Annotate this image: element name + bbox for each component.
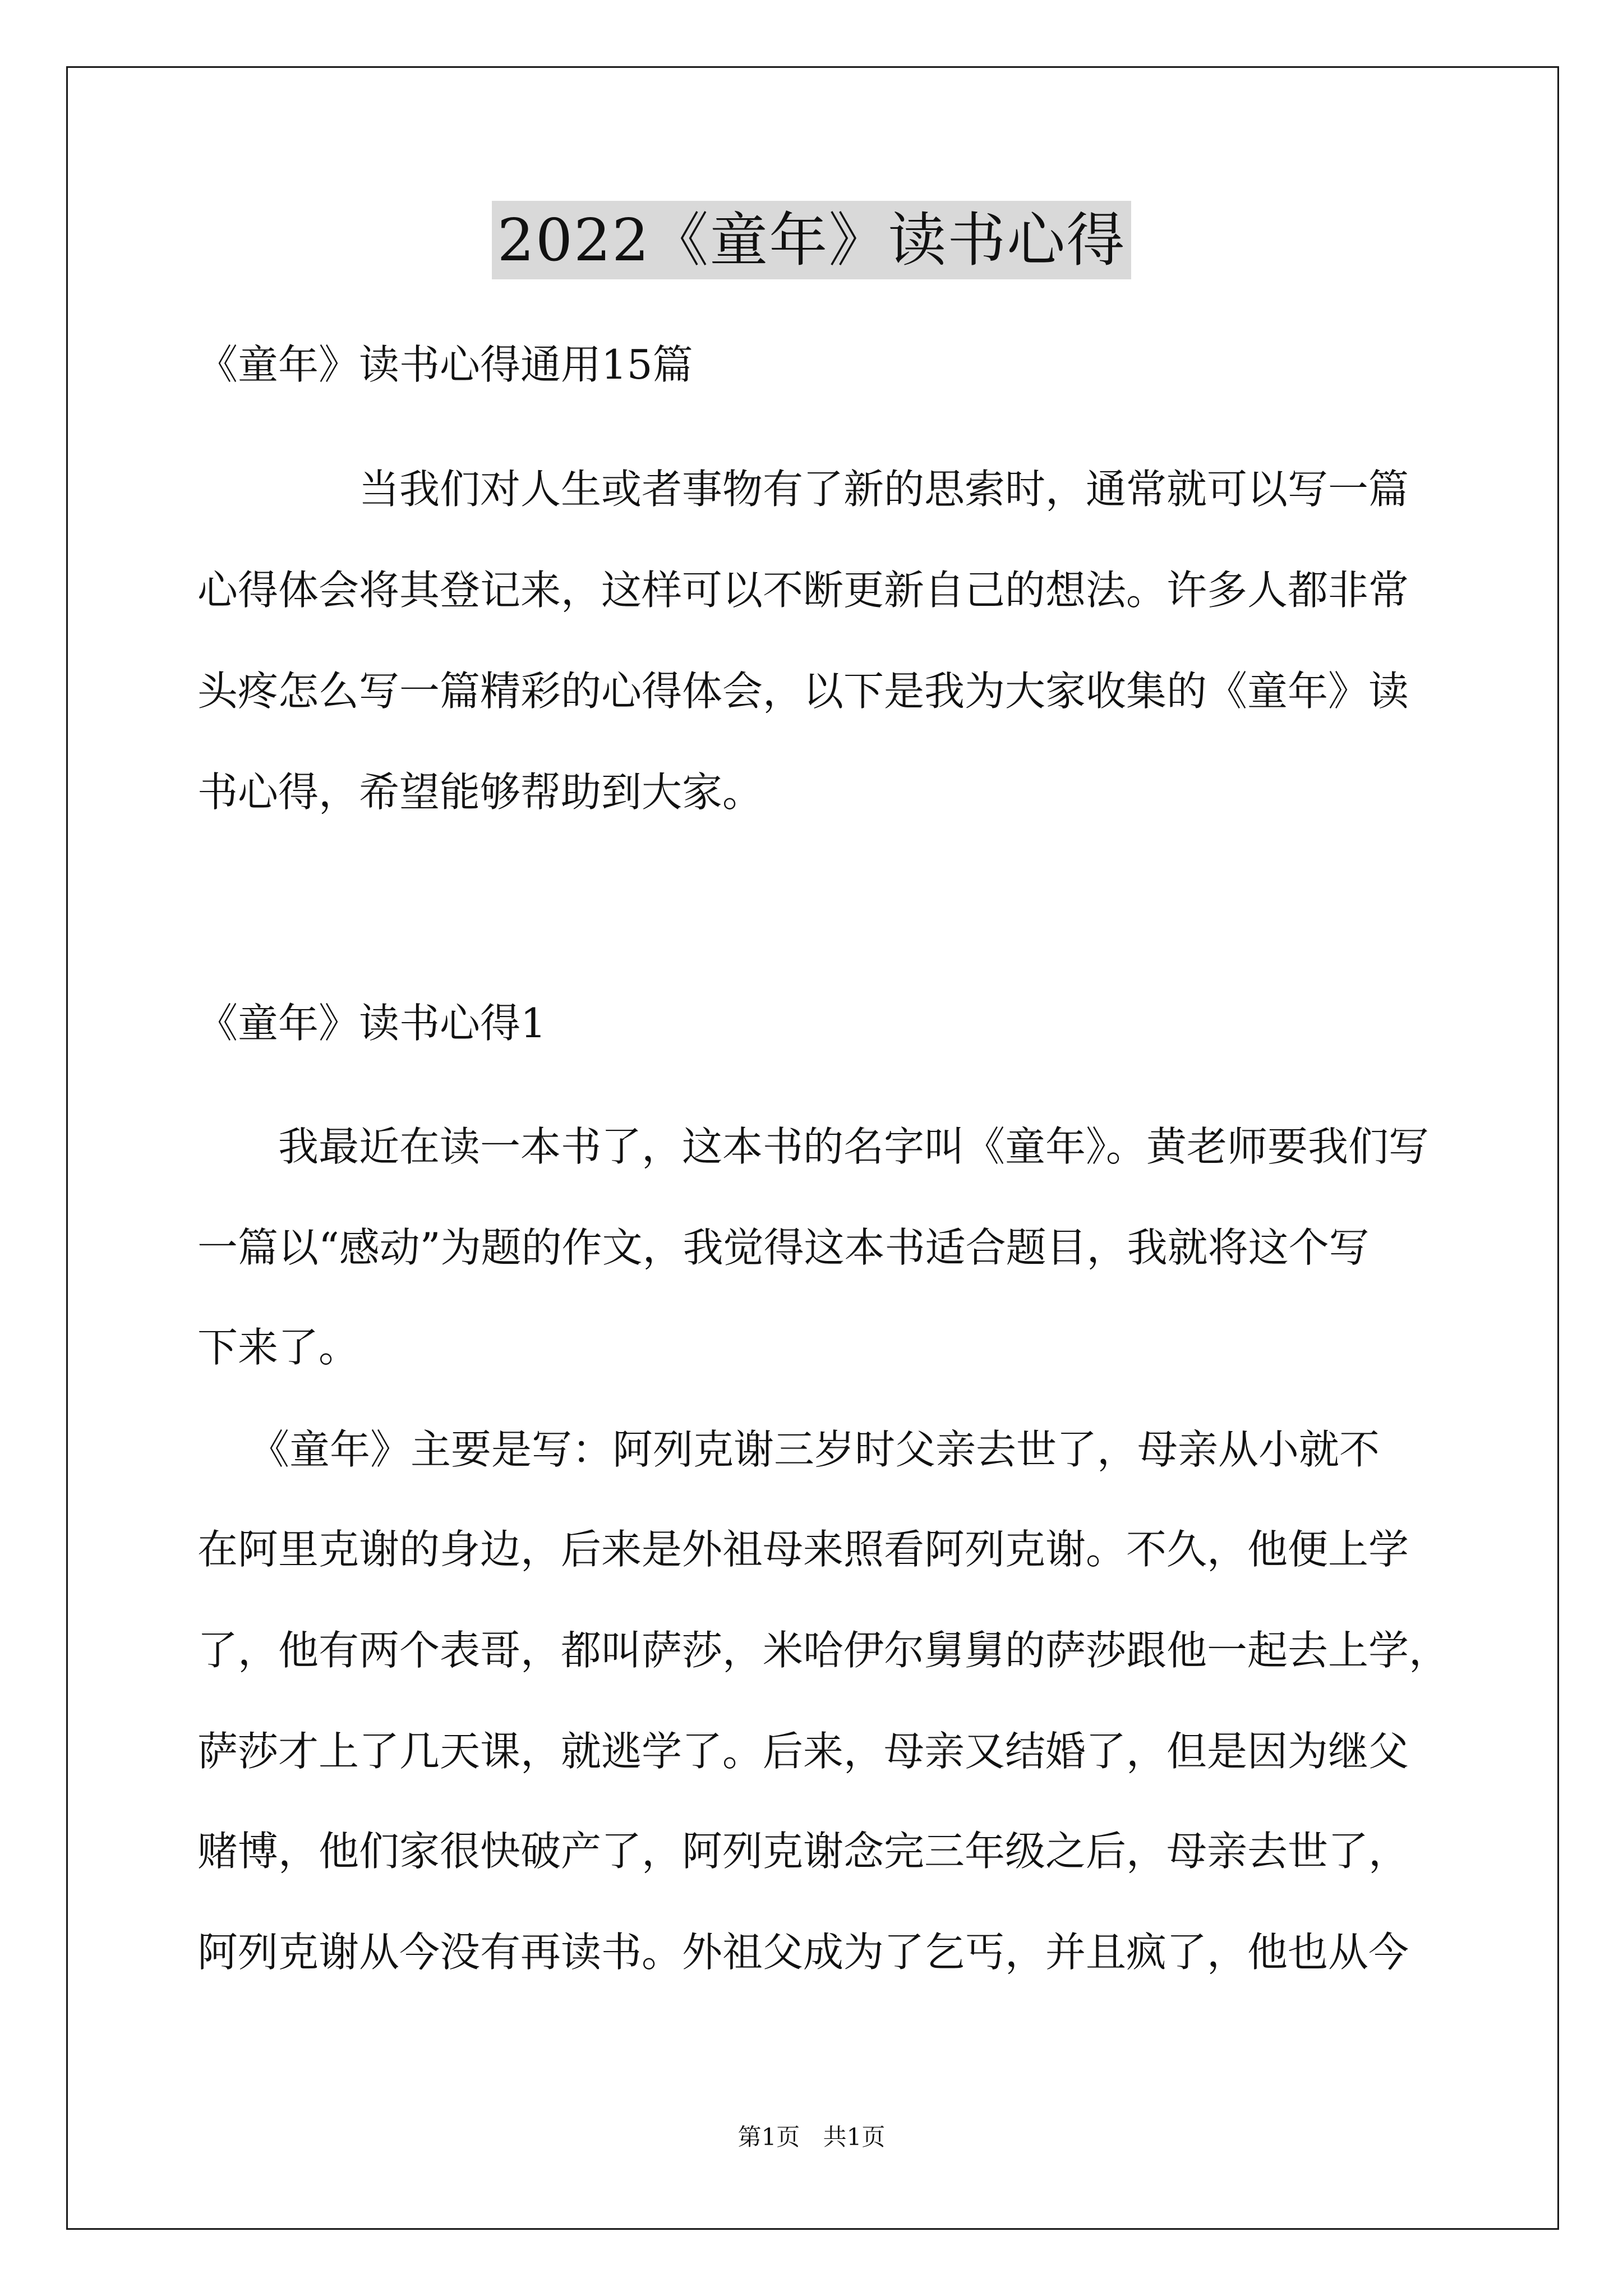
intro-line: 当我们对人生或者事物有了新的思索时，通常就可以写一篇 [359, 466, 1409, 513]
page-total: 共1页 [823, 2123, 886, 2151]
intro-line: 心得体会将其登记来，这样可以不断更新自己的想法。许多人都非常 [197, 567, 1409, 614]
paragraph-line: 我最近在读一本书了，这本书的名字叫《童年》。黄老师要我们写 [278, 1123, 1430, 1170]
paragraph-line: 赌博，他们家很快破产了，阿列克谢念完三年级之后，母亲去世了， [197, 1828, 1409, 1875]
paragraph-line: 下来了。 [197, 1324, 359, 1371]
page-number: 第1页 [737, 2123, 800, 2151]
section-heading: 《童年》读书心得1 [197, 1000, 546, 1047]
intro-line: 头疼怎么写一篇精彩的心得体会，以下是我为大家收集的《童年》读 [197, 668, 1409, 715]
document-title-block [0, 201, 1623, 279]
subtitle: 《童年》读书心得通用15篇 [197, 341, 693, 388]
paragraph-line: 阿列克谢从今没有再读书。外祖父成为了乞丐，并且疯了，他也从今 [197, 1929, 1409, 1976]
paragraph-line: 在阿里克谢的身边，后来是外祖母来照看阿列克谢。不久，他便上学 [197, 1526, 1409, 1573]
paragraph-line: 了，他有两个表哥，都叫萨莎，米哈伊尔舅舅的萨莎跟他一起去上学， [197, 1627, 1450, 1674]
paragraph-line: 一篇以“感动”为题的作文，我觉得这本书适合题目，我就将这个写 [197, 1224, 1370, 1271]
intro-line: 书心得，希望能够帮助到大家。 [197, 769, 763, 816]
page-footer [0, 2120, 1623, 2154]
paragraph-line: 萨莎才上了几天课，就逃学了。后来，母亲又结婚了，但是因为继父 [197, 1728, 1409, 1775]
paragraph-line: 《童年》主要是写：阿列克谢三岁时父亲去世了，母亲从小就不 [249, 1426, 1380, 1473]
document-title: 2022《童年》读书心得 [492, 201, 1132, 279]
